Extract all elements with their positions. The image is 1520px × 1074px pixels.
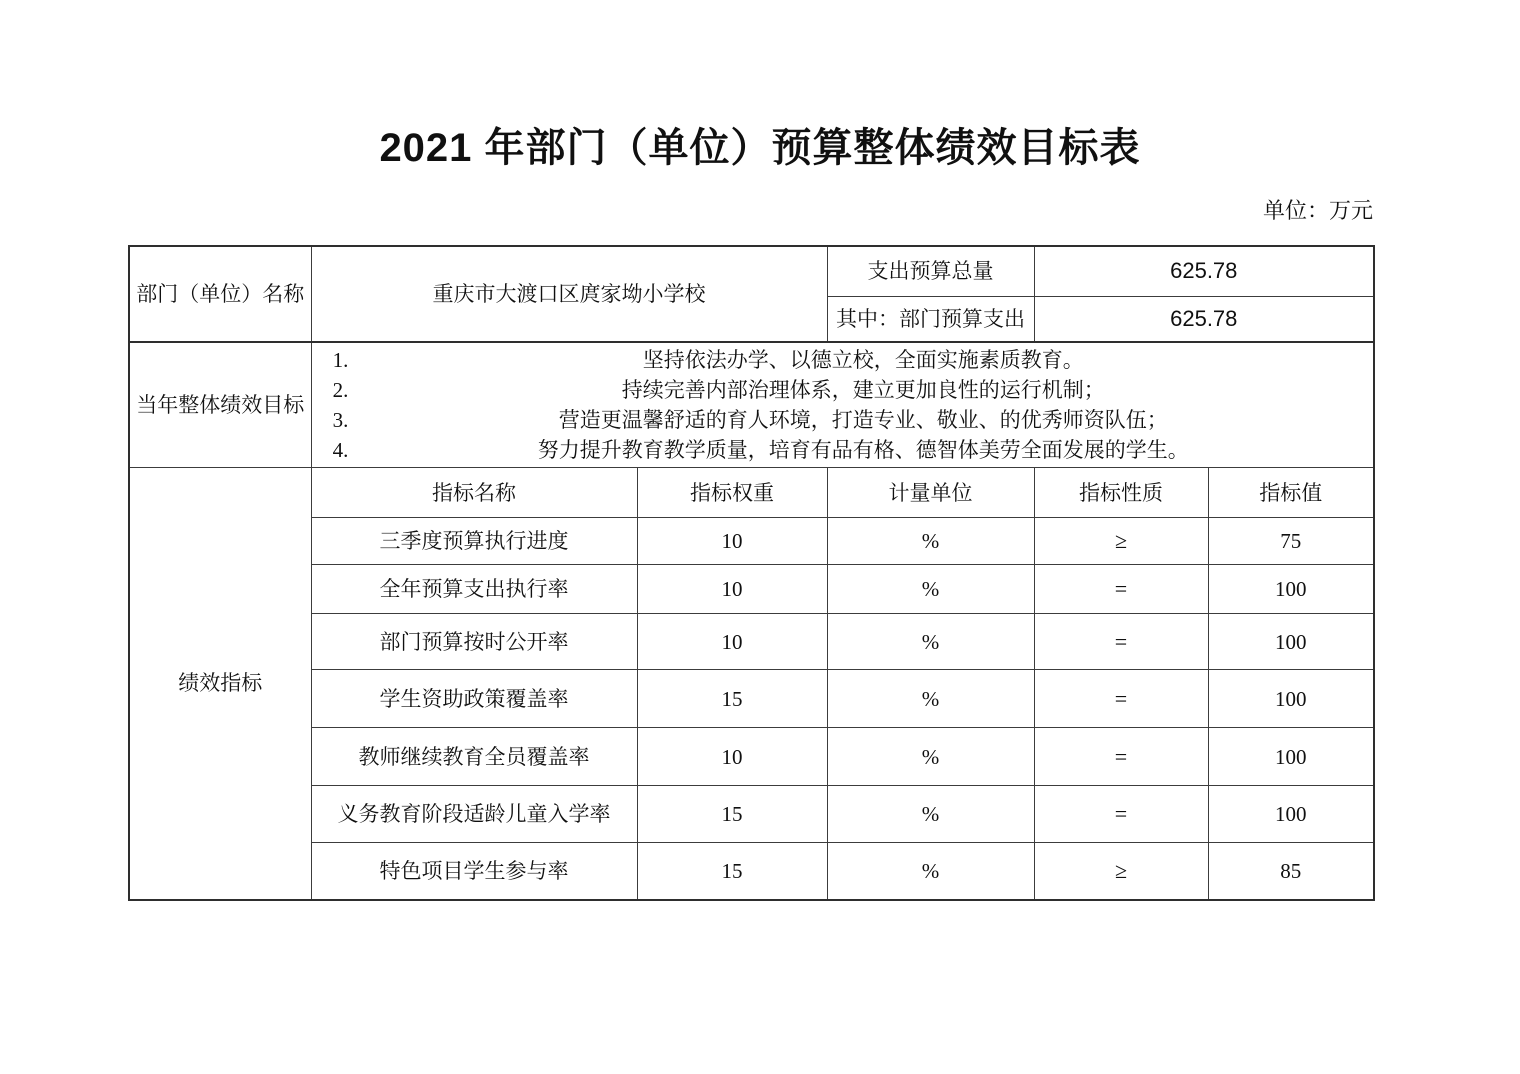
goal-item-number: 2. <box>332 378 349 402</box>
indicator-name-cell: 全年预算支出执行率 <box>311 565 637 614</box>
indicator-nature-cell: = <box>1034 786 1208 843</box>
indicator-weight-cell: 10 <box>637 614 827 670</box>
indicator-value-cell: 100 <box>1208 786 1374 843</box>
annual-goals-label-cell: 当年整体绩效目标 <box>129 342 311 468</box>
header-measure-unit: 计量单位 <box>827 468 1034 518</box>
indicator-weight-cell: 15 <box>637 843 827 900</box>
indicators-header-row <box>129 468 1374 518</box>
indicator-unit-cell: % <box>827 565 1034 614</box>
goal-item-text: 坚持依法办学、以德立校，全面实施素质教育。 <box>642 348 1084 372</box>
indicator-name-cell: 义务教育阶段适龄儿童入学率 <box>311 786 637 843</box>
indicator-unit-cell: % <box>827 728 1034 786</box>
page-title: 2021 年部门（单位）预算整体绩效目标表 <box>379 126 1141 170</box>
indicator-nature-cell: = <box>1034 565 1208 614</box>
indicator-row <box>129 843 1374 900</box>
indicator-value-cell: 75 <box>1208 518 1374 565</box>
goal-item <box>318 405 1368 435</box>
dept-budget-label-cell: 其中：部门预算支出 <box>827 296 1034 342</box>
indicator-value-cell: 100 <box>1208 670 1374 728</box>
expenditure-total-label-cell: 支出预算总量 <box>827 246 1034 296</box>
expenditure-total-value-cell: 625.78 <box>1034 246 1374 296</box>
goal-item-number: 4. <box>332 438 349 462</box>
goal-item <box>318 435 1368 465</box>
indicator-row <box>129 614 1374 670</box>
indicator-row <box>129 565 1374 614</box>
dept-name-label-cell: 部门（单位）名称 <box>129 246 311 342</box>
indicator-nature-cell: ≥ <box>1034 518 1208 565</box>
indicator-weight-cell: 10 <box>637 518 827 565</box>
indicator-row <box>129 670 1374 728</box>
goal-item-number: 1. <box>332 348 349 372</box>
indicator-unit-cell: % <box>827 843 1034 900</box>
indicator-row <box>129 728 1374 786</box>
goal-item <box>318 375 1368 405</box>
indicator-name-cell: 部门预算按时公开率 <box>311 614 637 670</box>
indicator-nature-cell: ≥ <box>1034 843 1208 900</box>
indicator-weight-cell: 10 <box>637 728 827 786</box>
indicator-row <box>129 518 1374 565</box>
indicator-row <box>129 786 1374 843</box>
goal-item-text: 努力提升教育教学质量，培育有品有格、德智体美劳全面发展的学生。 <box>537 438 1189 462</box>
indicator-weight-cell: 15 <box>637 670 827 728</box>
indicator-value-cell: 100 <box>1208 565 1374 614</box>
annual-goals-row <box>129 342 1374 468</box>
indicator-unit-cell: % <box>827 518 1034 565</box>
indicator-weight-cell: 15 <box>637 786 827 843</box>
indicator-nature-cell: = <box>1034 670 1208 728</box>
indicator-unit-cell: % <box>827 786 1034 843</box>
indicator-nature-cell: = <box>1034 728 1208 786</box>
indicator-nature-cell: = <box>1034 614 1208 670</box>
header-indicator-weight: 指标权重 <box>637 468 827 518</box>
indicator-value-cell: 100 <box>1208 728 1374 786</box>
indicator-name-cell: 学生资助政策覆盖率 <box>311 670 637 728</box>
goal-item-number: 3. <box>332 408 349 432</box>
indicator-unit-cell: % <box>827 670 1034 728</box>
indicator-weight-cell: 10 <box>637 565 827 614</box>
unit-note: 单位：万元 <box>1262 198 1373 223</box>
goal-item <box>318 345 1368 375</box>
dept-name-cell: 重庆市大渡口区庹家坳小学校 <box>311 246 827 342</box>
indicator-name-cell: 三季度预算执行进度 <box>311 518 637 565</box>
goal-item-text: 营造更温馨舒适的育人环境，打造专业、敬业、的优秀师资队伍； <box>558 408 1168 432</box>
indicator-value-cell: 85 <box>1208 843 1374 900</box>
annual-goals-cell <box>311 342 1374 468</box>
dept-budget-value-cell: 625.78 <box>1034 296 1374 342</box>
indicator-unit-cell: % <box>827 614 1034 670</box>
indicator-name-cell: 教师继续教育全员覆盖率 <box>311 728 637 786</box>
indicator-value-cell: 100 <box>1208 614 1374 670</box>
overview-row-1 <box>129 246 1374 296</box>
header-indicator-value: 指标值 <box>1208 468 1374 518</box>
goal-item-text: 持续完善内部治理体系，建立更加良性的运行机制； <box>621 378 1105 402</box>
header-indicator-name: 指标名称 <box>311 468 637 518</box>
header-indicator-nature: 指标性质 <box>1034 468 1208 518</box>
indicators-section-label-cell: 绩效指标 <box>129 468 311 900</box>
indicator-name-cell: 特色项目学生参与率 <box>311 843 637 900</box>
budget-performance-table <box>128 245 1375 901</box>
